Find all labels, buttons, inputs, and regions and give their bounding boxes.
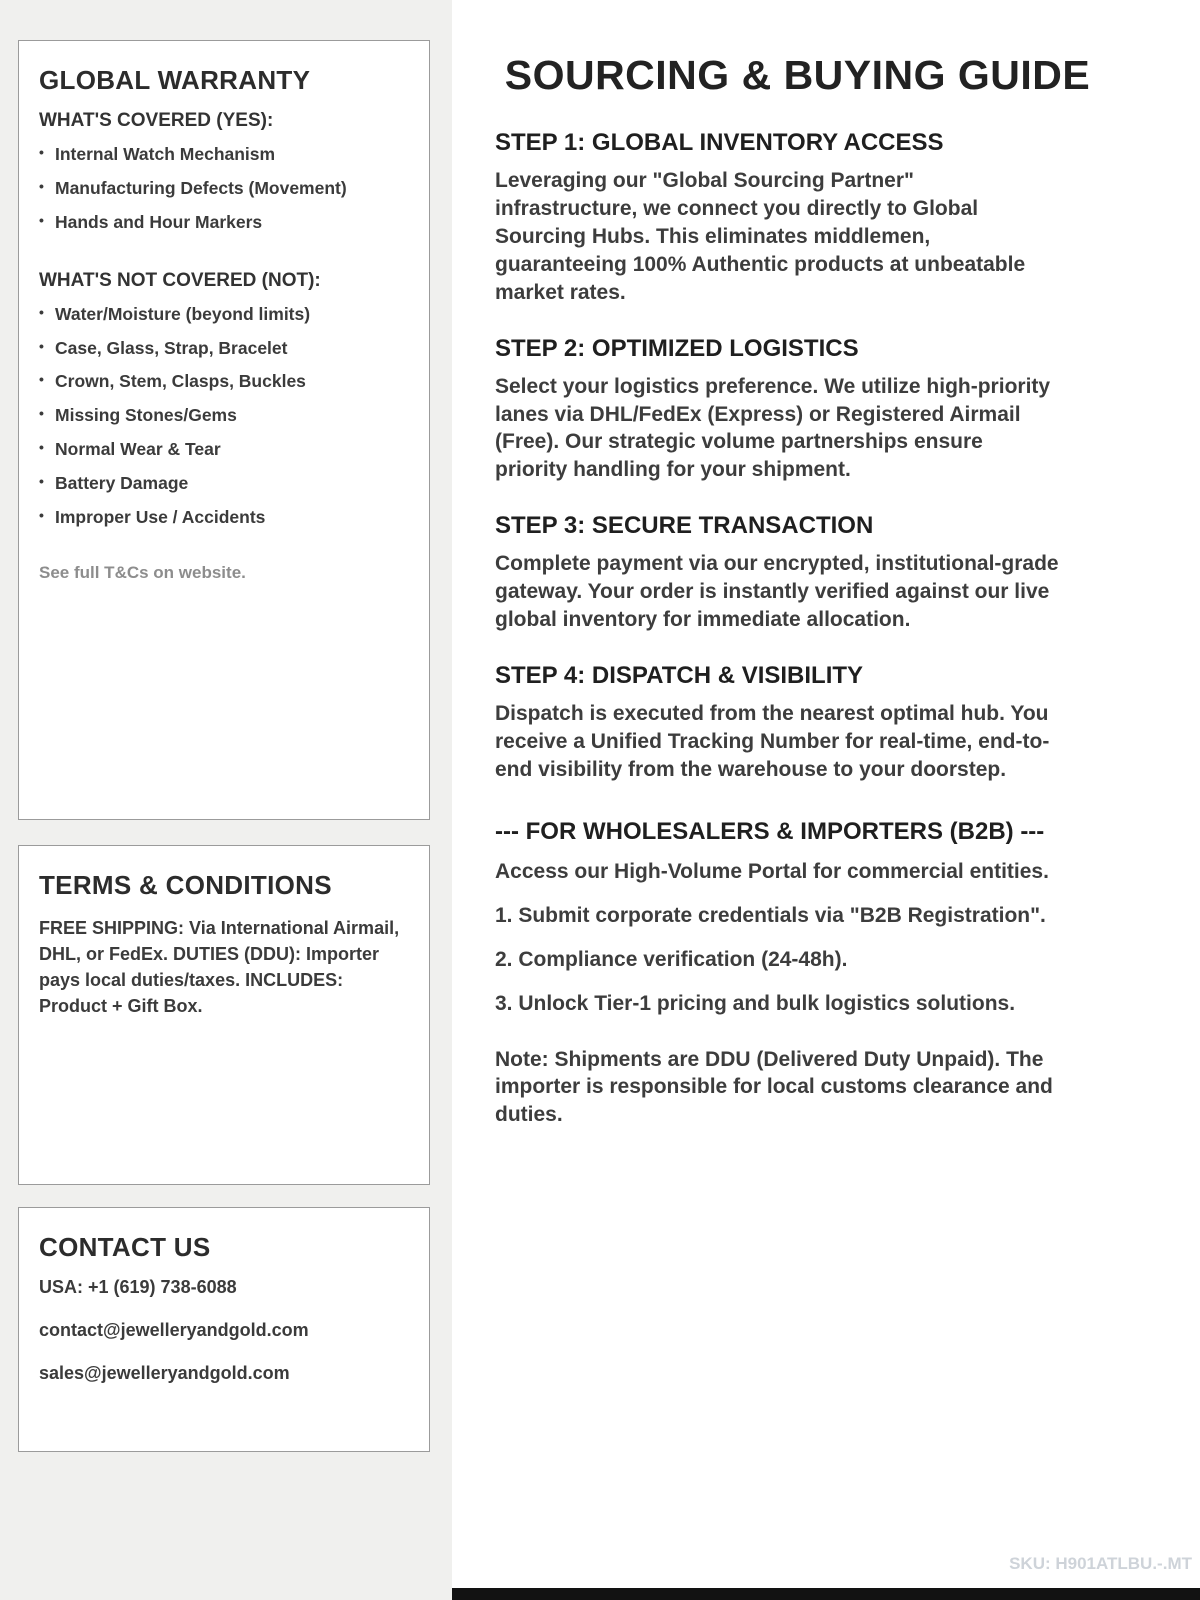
b2b-step-item: 2. Compliance verification (24-48h).	[495, 947, 848, 971]
step-4-heading: STEP 4: DISPATCH & VISIBILITY	[495, 662, 864, 690]
b2b-intro: Access our High-Volume Portal for commercial entities.	[495, 859, 1049, 883]
b2b-heading: --- FOR WHOLESALERS & IMPORTERS (B2B) ---	[495, 817, 1045, 845]
not-covered-heading: WHAT'S NOT COVERED (NOT):	[39, 269, 321, 291]
b2b-step-item: 3. Unlock Tier-1 pricing and bulk logistics solutions.	[495, 991, 1016, 1015]
b2b-step-item: 1. Submit corporate credentials via "B2B Registration".	[495, 903, 1046, 927]
contact-email-sales: sales@jewelleryandgold.com	[39, 1363, 290, 1383]
covered-list	[39, 144, 409, 234]
not-covered-item: • Improper Use / Accidents	[39, 507, 409, 529]
not-covered-item: • Case, Glass, Strap, Bracelet	[39, 338, 409, 360]
not-covered-item: • Normal Wear & Tear	[39, 439, 409, 461]
b2b-note: Note: Shipments are DDU (Delivered Duty Unpaid). The importer is responsible for local customs clearance and duties.	[495, 1047, 1053, 1127]
terms-panel	[18, 845, 430, 1185]
step-2-heading: STEP 2: OPTIMIZED LOGISTICS	[495, 334, 859, 362]
covered-heading: WHAT'S COVERED (YES):	[39, 110, 274, 131]
page-title: SOURCING & BUYING GUIDE	[504, 52, 1091, 98]
covered-item: • Manufacturing Defects (Movement)	[39, 178, 409, 200]
warranty-title: GLOBAL WARRANTY	[39, 65, 311, 95]
sku-label: SKU: H901ATLBU.-.MT	[1009, 1554, 1192, 1573]
covered-item: • Hands and Hour Markers	[39, 212, 409, 234]
contact-panel	[18, 1207, 430, 1452]
contact-email-primary: contact@jewelleryandgold.com	[39, 1320, 309, 1340]
step-3-heading: STEP 3: SECURE TRANSACTION	[495, 512, 874, 540]
sidebar	[0, 0, 452, 1600]
b2b-steps-list	[495, 902, 1100, 1018]
not-covered-item: • Crown, Stem, Clasps, Buckles	[39, 371, 409, 393]
not-covered-list	[39, 304, 409, 529]
warranty-panel	[18, 40, 430, 820]
step-4-body: Dispatch is executed from the nearest optimal hub. You receive a Unified Tracking Number for real-time, end-to-end visibility from the warehouse to your doorstep.	[495, 702, 1050, 781]
footer-strip	[452, 1588, 1200, 1600]
not-covered-item: • Water/Moisture (beyond limits)	[39, 304, 409, 326]
step-3-body: Complete payment via our encrypted, institutional-grade gateway. Your order is instantly verified against our live global inventory for immediate allocation.	[495, 552, 1059, 632]
contact-phone: USA: +1 (619) 738-6088	[39, 1277, 237, 1297]
warranty-footnote: See full T&Cs on website.	[39, 562, 246, 582]
step-1-heading: STEP 1: GLOBAL INVENTORY ACCESS	[495, 129, 944, 156]
main-content	[452, 0, 1200, 1600]
contact-title: CONTACT US	[39, 1232, 211, 1262]
step-2-body: Select your logistics preference. We utilize high-priority lanes via DHL/FedEx (Express) or Registered Airmail (Free). Our strategic volume partnerships ensure priority handling for your shipment.	[495, 374, 1051, 482]
terms-body: FREE SHIPPING: Via International Airmail, DHL, or FedEx. DUTIES (DDU): Importer pays local duties/taxes. INCLUDES: Product + Gift Box.	[39, 918, 400, 1017]
not-covered-item: • Battery Damage	[39, 473, 409, 495]
not-covered-item: • Missing Stones/Gems	[39, 405, 409, 427]
covered-item: • Internal Watch Mechanism	[39, 144, 409, 166]
terms-title: TERMS & CONDITIONS	[39, 870, 332, 900]
step-1-body: Leveraging our "Global Sourcing Partner" infrastructure, we connect you directly to Global Sourcing Hubs. This eliminates middlemen, guaranteeing 100% Authentic products at unbeatable market rates.	[495, 169, 1026, 304]
